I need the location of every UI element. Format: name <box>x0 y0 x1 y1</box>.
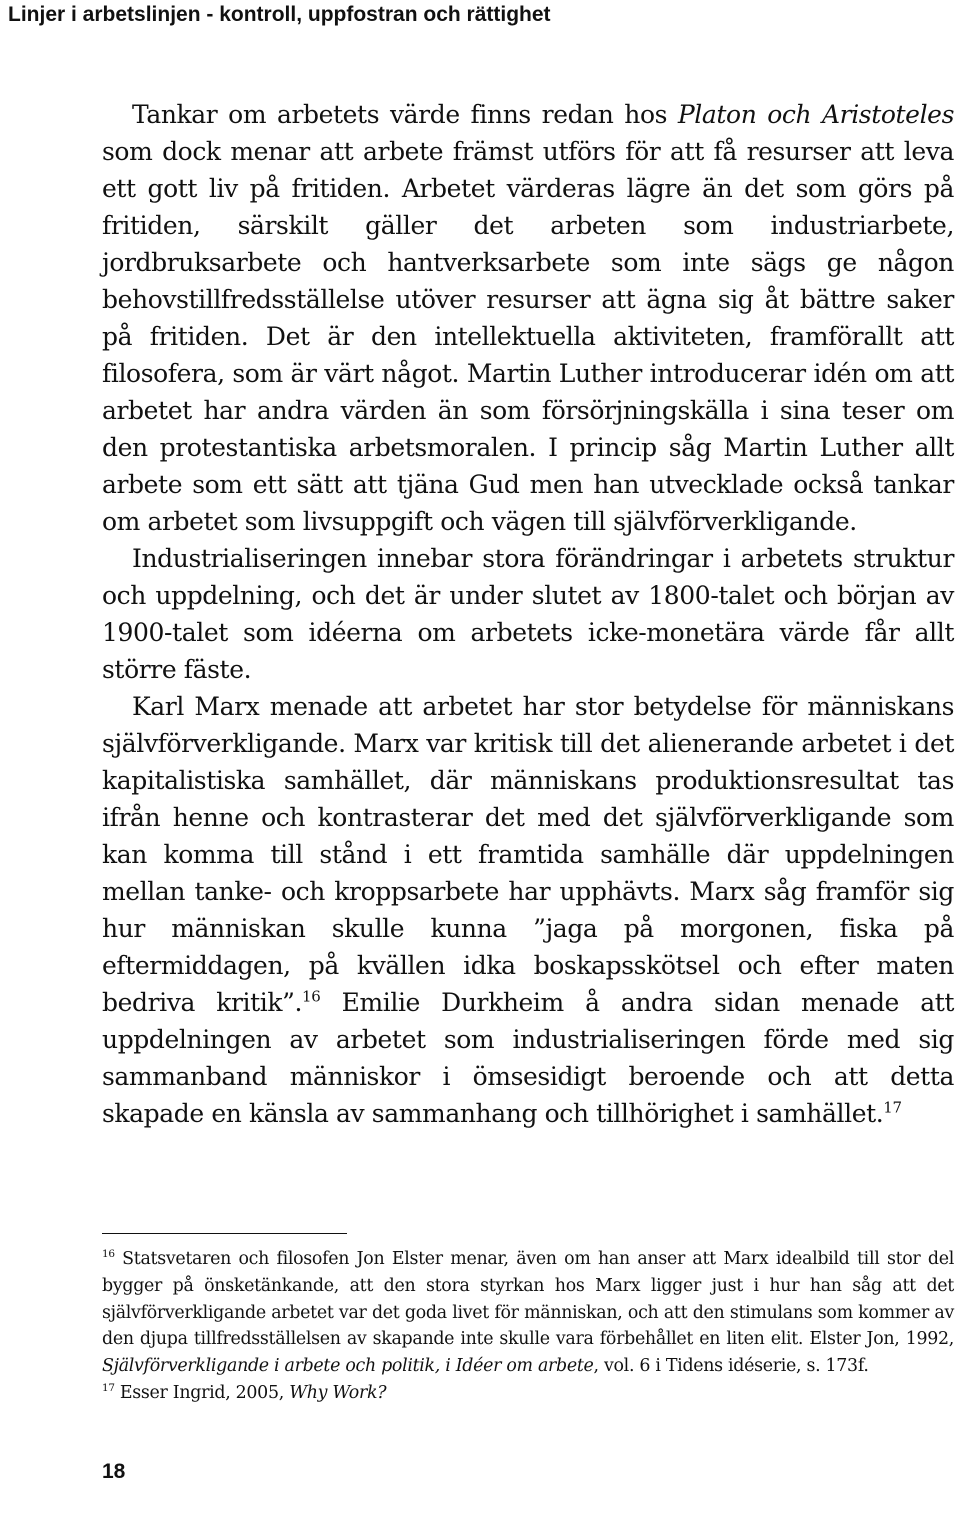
p1-text-b: som dock menar att arbete främst utförs för att få resurser att leva ett gott liv på fritiden. Arbetet värderas lägre än det som görs på fritiden, särskilt gäller det arbeten som industriarbete, jordbruksarbete och hantverksarbete som inte sägs ge någon behovstillfredsställelse utöver resurser att ägna sig åt bättre saker på fritiden. Det är den intellektuella aktiviteten, framförallt att filosofera, som är värt något. Martin Luther introducerar idén om att arbetet har andra värden än som försörjningskälla i sina teser om den protestantiska arbetsmoralen. I princip såg Martin Luther allt arbete som ett sätt att tjäna Gud men han utvecklade också tankar om arbetet som livsuppgift och vägen till självförverkligande. <box>102 137 954 536</box>
p1-text-a: Tankar om arbetets värde finns redan hos <box>132 100 678 129</box>
footnote-16-number: 16 <box>102 1248 115 1261</box>
footnote-separator <box>102 1233 347 1234</box>
footnote-ref-16[interactable]: 16 <box>302 987 321 1006</box>
footnote-17-title: Why Work? <box>289 1382 387 1403</box>
footnote-16-text-b: , vol. 6 i Tidens idéserie, s. 173f. <box>593 1356 869 1377</box>
running-header: Linjer i arbetslinjen - kontroll, uppfostran och rättighet <box>8 3 551 26</box>
p1-italic-names: Platon och Aristoteles <box>677 100 954 129</box>
p3-text-a: Karl Marx menade att arbetet har stor betydelse för människans självförverkligande. Marx var kritisk till det alienerande arbetet i det kapitalistiska samhället, där människans produktionsresultat tas ifrån henne och kontrasterar det med det självförverkligande som kan komma till stånd i ett framtida samhälle där uppdelningen mellan tanke- och kroppsarbete har upphävts. Marx såg framför sig hur människan skulle kunna ”jaga på morgonen, fiska på eftermiddagen, på kvällen idka boskapsskötsel och efter maten bedriva kritik”. <box>102 692 954 1017</box>
footnote-ref-17[interactable]: 17 <box>883 1098 902 1117</box>
p2-text: Industrialiseringen innebar stora förändringar i arbetets struktur och uppdelning, och det är under slutet av 1800-talet och början av 1900-talet som idéerna om arbetets icke-monetära värde får allt större fäste. <box>102 544 954 684</box>
p3-text-b: Emilie Durkheim å andra sidan menade att uppdelningen av arbetet som industrialiseringen förde med sig sammanband människor i ömsesidigt beroende och att detta skapade en känsla av sammanhang och tillhörighet i samhället. <box>102 988 954 1128</box>
page-number: 18 <box>102 1460 126 1483</box>
paragraph-3 <box>102 688 954 1132</box>
footnote-16 <box>102 1246 954 1380</box>
footnote-16-text-a: Statsvetaren och filosofen Jon Elster menar, även om han anser att Marx idealbild till stor del bygger på önsketänkande, att den stora styrkan hos Marx ligger just i hur han såg att det självförverkligande arbetet var det goda livet för människan, och att den stimulans som kommer av den djupa tillfredsställelsen av skapande inte skulle vara förbehållet en liten elit. Elster Jon, 1992, <box>102 1249 954 1350</box>
footnote-16-title: Självförverkligande i arbete och politik, i Idéer om arbete <box>102 1356 594 1377</box>
body-text <box>102 96 954 1132</box>
footnote-17 <box>102 1380 954 1407</box>
paragraph-1 <box>102 96 954 540</box>
footnote-17-number: 17 <box>102 1382 115 1395</box>
footnote-17-text-a: Esser Ingrid, 2005, <box>114 1382 290 1403</box>
footnotes <box>102 1246 954 1407</box>
paragraph-2 <box>102 540 954 688</box>
